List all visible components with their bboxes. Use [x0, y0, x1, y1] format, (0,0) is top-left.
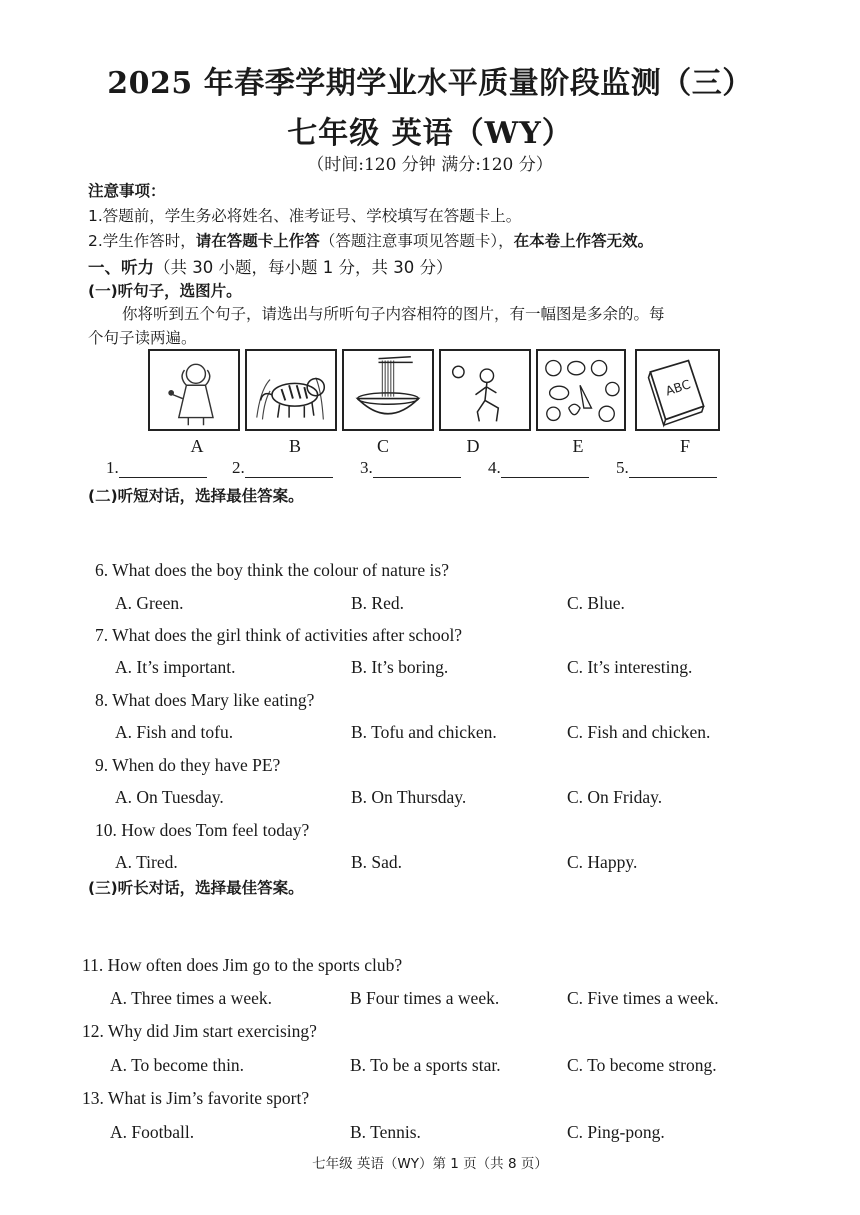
- question-8-option-c[interactable]: C. Fish and chicken.: [567, 722, 711, 742]
- picture-d-letter: D: [466, 436, 480, 456]
- singing-girl-icon: [150, 351, 238, 429]
- picture-d: [439, 349, 531, 431]
- picture-options-row: [145, 349, 720, 435]
- picture-f: [635, 349, 720, 431]
- question-9-option-c[interactable]: C. On Friday.: [567, 787, 663, 807]
- question-6-option-a[interactable]: A. Green.: [115, 593, 184, 613]
- question-13-option-c[interactable]: C. Ping-pong.: [567, 1122, 665, 1142]
- exam-time-info: （时间:120 分钟 满分:120 分）: [307, 155, 553, 175]
- section-1-title: 一、听力: [88, 258, 154, 277]
- question-11: 11. How often does Jim go to the sports club?: [82, 955, 403, 975]
- question-7: 7. What does the girl think of activities after school?: [95, 625, 463, 645]
- answer-blank-4[interactable]: 4.: [488, 458, 589, 478]
- question-7-option-b[interactable]: B. It’s boring.: [351, 657, 449, 677]
- question-7-option-a[interactable]: A. It’s important.: [115, 657, 236, 677]
- question-6-option-c[interactable]: C. Blue.: [567, 593, 625, 613]
- question-11-option-b[interactable]: B Four times a week.: [350, 988, 500, 1008]
- notes-item-2-pre: 2.学生作答时，: [88, 232, 196, 250]
- picture-f-letter: F: [679, 436, 690, 456]
- answer-blank-3[interactable]: 3.: [360, 458, 461, 478]
- notes-item-2-bold1: 请在答题卡上作答: [195, 232, 320, 250]
- question-10-option-c[interactable]: C. Happy.: [567, 852, 638, 872]
- question-11-option-a[interactable]: A. Three times a week.: [110, 988, 272, 1008]
- page-footer: 七年级 英语（WY）第 1 页（共 8 页）: [312, 1156, 548, 1172]
- question-13-option-b[interactable]: B. Tennis.: [350, 1122, 421, 1142]
- notes-item-1: 1.答题前，学生务必将姓名、准考证号、学校填写在答题卡上。: [88, 207, 522, 225]
- part-1-heading: (一)听句子，选图片。: [88, 282, 242, 300]
- question-9-option-b[interactable]: B. On Thursday.: [351, 787, 467, 807]
- question-12-option-b[interactable]: B. To be a sports star.: [350, 1055, 501, 1075]
- question-9-option-a[interactable]: A. On Tuesday.: [115, 787, 224, 807]
- question-7-option-c[interactable]: C. It’s interesting.: [567, 657, 693, 677]
- exam-title: 2025 年春季学期学业水平质量阶段监测（三）: [107, 66, 753, 101]
- abc-book-icon: [637, 351, 718, 429]
- noodles-bowl-icon: [344, 351, 432, 429]
- book-cover-text: ABC: [663, 377, 693, 399]
- exam-subtitle: 七年级 英语（WY）: [287, 116, 573, 151]
- question-10: 10. How does Tom feel today?: [95, 820, 310, 840]
- notes-item-2-mid: （答题注意事项见答题卡），: [319, 232, 514, 250]
- vegetables-icon: [538, 351, 624, 429]
- question-9: 9. When do they have PE?: [95, 755, 281, 775]
- volleyball-player-icon: [441, 351, 529, 429]
- question-12-option-a[interactable]: A. To become thin.: [110, 1055, 245, 1075]
- question-8: 8. What does Mary like eating?: [95, 690, 315, 710]
- question-13-option-a[interactable]: A. Football.: [110, 1122, 195, 1142]
- picture-e-letter: E: [572, 436, 584, 456]
- part-1-instruction-line-2: 个句子读两遍。: [88, 329, 197, 347]
- picture-c-letter: C: [376, 436, 389, 456]
- part-1-instruction-line-1: 你将听到五个句子，请选出与所听句子内容相符的图片，有一幅图是多余的。每: [122, 305, 665, 323]
- question-11-option-c[interactable]: C. Five times a week.: [567, 988, 719, 1008]
- question-6-option-b[interactable]: B. Red.: [351, 593, 404, 613]
- tiger-icon: [247, 351, 335, 429]
- notes-heading: 注意事项：: [88, 182, 166, 200]
- question-13: 13. What is Jim’s favorite sport?: [82, 1088, 310, 1108]
- picture-a-letter: A: [190, 436, 204, 456]
- picture-c: [342, 349, 434, 431]
- question-10-option-a[interactable]: A. Tired.: [115, 852, 178, 872]
- notes-item-2: [88, 229, 653, 251]
- question-8-option-a[interactable]: A. Fish and tofu.: [115, 722, 234, 742]
- question-6: 6. What does the boy think the colour of nature is?: [95, 560, 449, 580]
- picture-b-letter: B: [288, 436, 301, 456]
- section-1-note: （共 30 小题，每小题 1 分，共 30 分）: [154, 258, 453, 277]
- picture-b: [245, 349, 337, 431]
- section-1-heading: [88, 254, 452, 278]
- picture-e: [536, 349, 626, 431]
- answer-blank-2[interactable]: 2.: [232, 458, 333, 478]
- question-8-option-b[interactable]: B. Tofu and chicken.: [351, 722, 497, 742]
- question-10-option-b[interactable]: B. Sad.: [351, 852, 403, 872]
- question-12: 12. Why did Jim start exercising?: [82, 1021, 317, 1041]
- picture-a: [148, 349, 240, 431]
- question-12-option-c[interactable]: C. To become strong.: [567, 1055, 717, 1075]
- part-3-heading: (三)听长对话，选择最佳答案。: [88, 879, 304, 897]
- answer-blank-1[interactable]: 1.: [106, 458, 207, 478]
- part-2-heading: (二)听短对话，选择最佳答案。: [88, 487, 304, 505]
- answer-blank-5[interactable]: 5.: [616, 458, 717, 478]
- notes-item-2-bold2: 在本卷上作答无效。: [513, 232, 654, 250]
